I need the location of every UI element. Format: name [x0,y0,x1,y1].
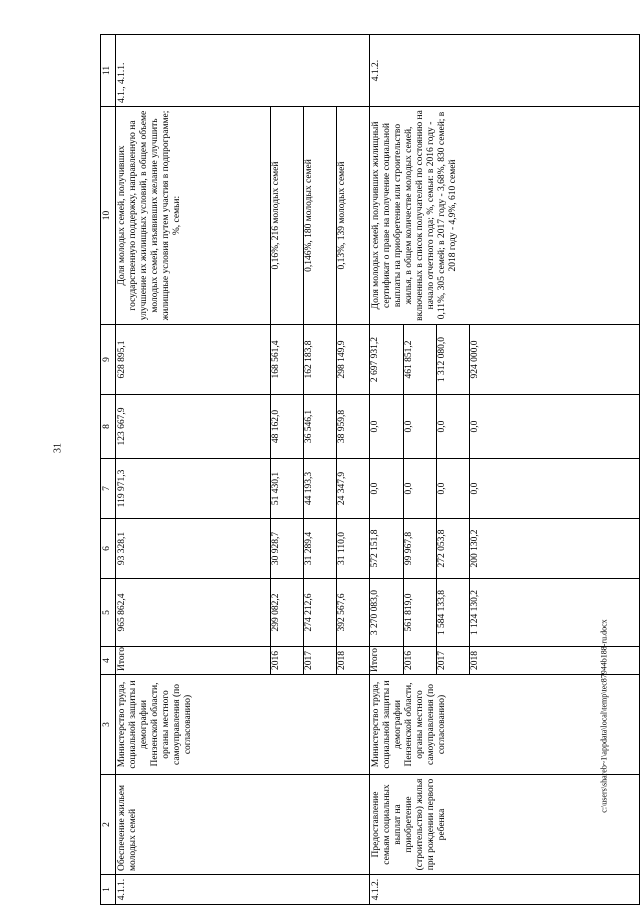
amount-federal: 31 289,4 [304,519,337,579]
activity-number: 4.1.2. [370,875,640,905]
amount-total: 1 584 133,8 [436,579,469,647]
indicator-value: 0,13%, 139 молодых семей [337,107,370,325]
amount-regional: 0,0 [370,459,403,519]
header-cell-9: 9 [101,325,116,395]
page-number: 31 [52,443,64,453]
indicator-value: 0,146%, 180 молодых семей [304,107,337,325]
year-cell: 2016 [271,647,304,675]
header-cell-6: 6 [101,519,116,579]
amount-other: 2 697 931,2 [370,325,403,395]
program-activities-table [100,34,640,905]
header-cell-5: 5 [101,579,116,647]
table-rotation-frame [100,35,640,905]
amount-federal: 572 151,8 [370,519,403,579]
header-cell-4: 4 [101,647,116,675]
activity-name: Обеспечение жильем молодых семей [116,775,370,875]
year-cell: 2018 [337,647,370,675]
activity-executor: Министерство труда, социальной защиты и демографии Пензенской области, органы местного самоуправления (по согласованию) [116,675,370,775]
amount-total: 1 124 130,2 [470,579,640,647]
amount-federal: 200 130,2 [470,519,640,579]
indicator-description: Доля молодых семей, получивших жилищный сертификат о праве на получение социальной выплаты на приобретение или строительство жилья, в общем количестве молодых семей, включенных в список получателей по состоянию на начало отчетного года; %, семьи: в 2016 году - 0,11%, 305 семей; в 2017 году - 3,68%, 830 семей; в 2018 году - 4,9%, 610 семей [370,107,640,325]
amount-regional: 0,0 [436,459,469,519]
footer-file-path: c:\users\shareb~1\appdata\local\temp\tec87944b188-ru.docx [599,619,609,813]
header-cell-1: 1 [101,875,116,905]
header-cell-3: 3 [101,675,116,775]
header-row [101,35,116,905]
amount-federal: 31 110,0 [337,519,370,579]
amount-local: 48 162,0 [271,395,304,459]
reference-cell: 4.1., 4.1.1. [116,35,370,107]
amount-local: 0,0 [470,395,640,459]
reference-cell: 4.1.2. [370,35,640,107]
amount-regional: 0,0 [403,459,436,519]
amount-total: 965 862,4 [116,579,271,647]
header-cell-10: 10 [101,107,116,325]
indicator-value: 0,16%, 216 молодых семей [271,107,304,325]
amount-other: 461 851,2 [403,325,436,395]
activity-executor: Министерство труда, социальной защиты и демографии Пензенской области, органы местного самоуправления (по согласованию) [370,675,640,775]
amount-other: 628 895,1 [116,325,271,395]
amount-other: 162 183,8 [304,325,337,395]
year-cell: Итого [116,647,271,675]
table-row [370,35,403,905]
amount-regional: 0,0 [470,459,640,519]
amount-total: 561 819,0 [403,579,436,647]
header-cell-7: 7 [101,459,116,519]
amount-local: 36 546,1 [304,395,337,459]
year-cell: Итого [370,647,403,675]
amount-other: 168 561,4 [271,325,304,395]
amount-local: 0,0 [403,395,436,459]
amount-local: 38 959,8 [337,395,370,459]
amount-local: 0,0 [436,395,469,459]
indicator-description: Доля молодых семей, получивших государственную поддержку, направленную на улучшение их жилищных условий, в общем объеме молодых семей, изъявивших желание улучшить жилищные условия путем участия в подпрограмме; %, семьи: [116,107,271,325]
amount-federal: 272 053,8 [436,519,469,579]
amount-other: 924 000,0 [470,325,640,395]
amount-regional: 51 430,1 [271,459,304,519]
header-cell-2: 2 [101,775,116,875]
amount-federal: 93 328,1 [116,519,271,579]
amount-total: 392 567,6 [337,579,370,647]
amount-other: 298 149,9 [337,325,370,395]
header-cell-11: 11 [101,35,116,107]
table-row [116,35,271,905]
amount-federal: 99 967,8 [403,519,436,579]
amount-other: 1 312 080,0 [436,325,469,395]
header-cell-8: 8 [101,395,116,459]
amount-total: 3 270 083,0 [370,579,403,647]
amount-regional: 119 971,3 [116,459,271,519]
rotated-table-wrapper [100,35,640,905]
activity-number: 4.1.1. [116,875,370,905]
year-cell: 2016 [403,647,436,675]
amount-total: 274 212,6 [304,579,337,647]
amount-federal: 30 928,7 [271,519,304,579]
year-cell: 2017 [304,647,337,675]
activity-name: Предоставление семьям социальных выплат на приобретение (строительство) жилья при рождении первого ребенка [370,775,640,875]
amount-local: 123 667,9 [116,395,271,459]
year-cell: 2018 [470,647,640,675]
amount-regional: 24 347,9 [337,459,370,519]
year-cell: 2017 [436,647,469,675]
amount-regional: 44 193,3 [304,459,337,519]
amount-local: 0,0 [370,395,403,459]
amount-total: 299 082,2 [271,579,304,647]
